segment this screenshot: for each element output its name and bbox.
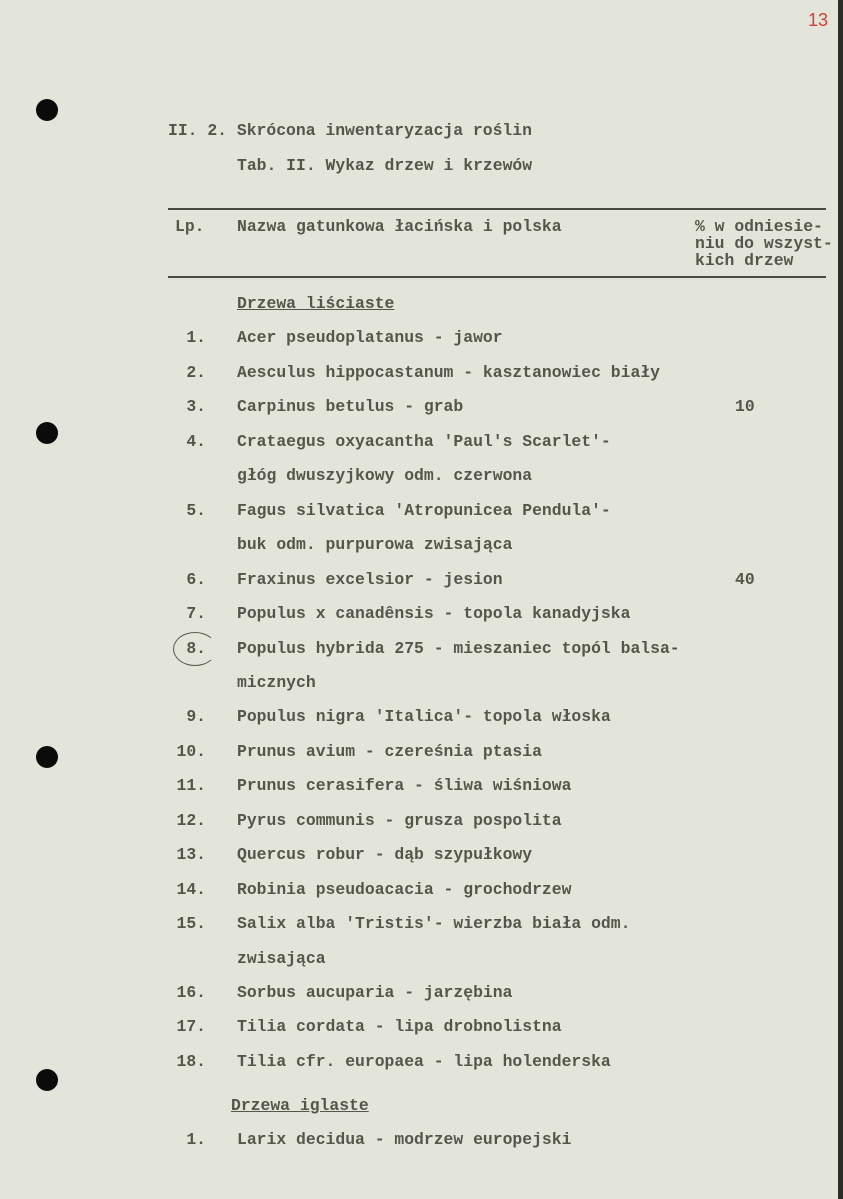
punch-hole bbox=[36, 99, 58, 121]
row-number: 9. bbox=[186, 707, 206, 727]
row-number: 5. bbox=[186, 500, 206, 520]
row-species-name: Larix decidua - modrzew europejski bbox=[237, 1130, 572, 1150]
row-species-name: Robinia pseudoacacia - grochodrzew bbox=[237, 879, 572, 899]
page-number: 13 bbox=[808, 10, 829, 30]
handwritten-circle-mark bbox=[173, 632, 217, 666]
table-top-rule bbox=[168, 208, 826, 210]
row-number: 1. bbox=[186, 328, 206, 348]
row-number: 3. bbox=[186, 397, 206, 417]
table-title: Tab. II. Wykaz drzew i krzewów bbox=[237, 156, 533, 175]
row-species-name: Populus hybrida 275 - mieszaniec topól balsa- bbox=[237, 638, 680, 658]
section-title: Drzewa iglaste bbox=[231, 1096, 369, 1115]
row-percent: 10 bbox=[735, 397, 755, 417]
row-species-name: buk odm. purpurowa zwisająca bbox=[237, 535, 513, 555]
row-species-name: Aesculus hippocastanum - kasztanowiec biały bbox=[237, 362, 660, 382]
row-number: 2. bbox=[186, 362, 206, 382]
row-number: 14. bbox=[176, 879, 206, 899]
row-species-name: Tilia cfr. europaea - lipa holenderska bbox=[237, 1051, 611, 1071]
row-number: 12. bbox=[176, 810, 206, 830]
column-header-lp: Lp. bbox=[175, 217, 205, 236]
row-species-name: Quercus robur - dąb szypułkowy bbox=[237, 845, 533, 865]
row-species-name: Populus nigra 'Italica'- topola włoska bbox=[237, 707, 611, 727]
row-species-name: Prunus cerasifera - śliwa wiśniowa bbox=[237, 776, 572, 796]
row-species-name: Populus x canadênsis - topola kanadyjska bbox=[237, 604, 631, 624]
page-edge bbox=[838, 0, 843, 1199]
row-species-name: Salix alba 'Tristis'- wierzba biała odm. bbox=[237, 914, 631, 934]
row-species-name: głóg dwuszyjkowy odm. czerwona bbox=[237, 466, 533, 486]
section-heading: II. 2. Skrócona inwentaryzacja roślin bbox=[168, 121, 532, 140]
section-title: Drzewa liściaste bbox=[237, 294, 395, 313]
row-species-name: micznych bbox=[237, 672, 316, 692]
row-species-name: Tilia cordata - lipa drobnolistna bbox=[237, 1017, 562, 1037]
row-species-name: Pyrus communis - grusza pospolita bbox=[237, 810, 562, 830]
row-species-name: Fagus silvatica 'Atropunicea Pendula'- bbox=[237, 500, 611, 520]
row-species-name: Prunus avium - czereśnia ptasia bbox=[237, 741, 542, 761]
row-number: 11. bbox=[176, 776, 206, 796]
punch-hole bbox=[36, 746, 58, 768]
row-species-name: Carpinus betulus - grab bbox=[237, 397, 464, 417]
column-header-percent: % w odniesie- niu do wszyst- kich drzew bbox=[695, 217, 833, 270]
row-number: 7. bbox=[186, 604, 206, 624]
row-number: 17. bbox=[176, 1017, 206, 1037]
row-number: 18. bbox=[176, 1051, 206, 1071]
row-number: 8. bbox=[186, 638, 206, 658]
row-percent: 40 bbox=[735, 569, 755, 589]
row-number: 1. bbox=[186, 1130, 206, 1150]
row-species-name: Sorbus aucuparia - jarzębina bbox=[237, 983, 513, 1002]
row-species-name: zwisająca bbox=[237, 948, 326, 968]
row-species-name: Fraxinus excelsior - jesion bbox=[237, 569, 503, 589]
punch-hole bbox=[36, 1069, 58, 1091]
row-species-name: Acer pseudoplatanus - jawor bbox=[237, 328, 503, 348]
row-number: 6. bbox=[186, 569, 206, 589]
row-number: 16. bbox=[176, 983, 206, 1002]
table-header-rule bbox=[168, 276, 826, 278]
row-species-name: Crataegus oxyacantha 'Paul's Scarlet'- bbox=[237, 431, 611, 451]
row-number: 13. bbox=[176, 845, 206, 865]
punch-hole bbox=[36, 422, 58, 444]
row-number: 10. bbox=[176, 741, 206, 761]
row-number: 15. bbox=[176, 914, 206, 934]
row-number: 4. bbox=[186, 431, 206, 451]
column-header-name: Nazwa gatunkowa łacińska i polska bbox=[237, 217, 562, 236]
